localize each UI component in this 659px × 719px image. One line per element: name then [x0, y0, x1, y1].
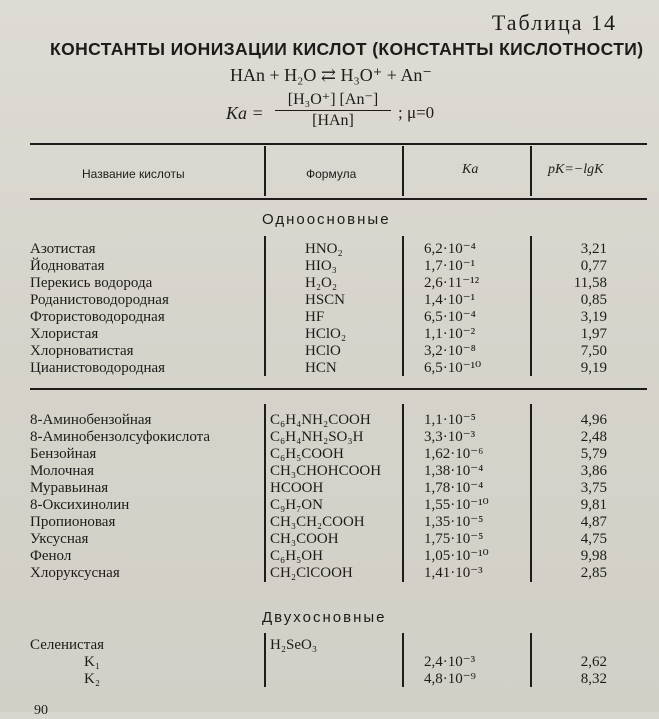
acid-name: Хлоруксусная: [30, 565, 120, 581]
table-row: [0, 275, 659, 291]
table-row: [0, 637, 659, 653]
table-row: [0, 548, 659, 564]
acid-pk: 9,98: [580, 548, 607, 564]
acid-ka: 3,2·10⁻⁸: [424, 343, 476, 359]
acid-name: Бензойная: [30, 446, 97, 462]
acid-ka: 1,78·10⁻⁴: [424, 480, 484, 496]
acid-name: Йодноватая: [30, 258, 105, 274]
acid-name: Селенистая: [30, 637, 104, 653]
table-row: [0, 565, 659, 581]
table-title: КОНСТАНТЫ ИОНИЗАЦИИ КИСЛОТ (КОНСТАНТЫ КИСЛОТНОСТИ): [50, 39, 644, 59]
acid-formula: C₆H₄NH₂SO₃H: [270, 429, 364, 445]
acid-pk: 4,96: [580, 412, 607, 428]
acid-ka: 2,4·10⁻³: [424, 654, 476, 670]
acid-name: Цианистоводородная: [30, 360, 166, 376]
header-bottom-rule: [30, 198, 647, 200]
acid-pk: 9,19: [580, 360, 607, 376]
acid-pk: 0,77: [580, 258, 607, 274]
acid-ka: 1,1·10⁻²: [424, 326, 476, 342]
acid-pk: 2,48: [580, 429, 607, 445]
acid-formula: HNO₂: [305, 241, 343, 257]
table-row: [0, 480, 659, 496]
table-row: [0, 446, 659, 462]
header-ka: Ka: [462, 162, 479, 177]
acid-formula: C₉H₇ON: [270, 497, 323, 513]
table-row: [0, 654, 659, 670]
acid-pk: 3,75: [580, 480, 607, 496]
table-row: [0, 671, 659, 687]
acid-pk: 5,79: [580, 446, 607, 462]
header-col-divider-1: [264, 146, 266, 196]
acid-formula: C₆H₅OH: [270, 548, 323, 564]
table-row: [0, 343, 659, 359]
acid-ka: 1,05·10⁻¹⁰: [424, 548, 489, 564]
acid-pk: 0,85: [580, 292, 607, 308]
acid-ka: 1,55·10⁻¹⁰: [424, 497, 489, 513]
acid-formula: HCOOH: [270, 480, 324, 496]
acid-name: Азотистая: [30, 241, 96, 257]
acid-ka: 1,62·10⁻⁶: [424, 446, 484, 462]
table-number: Таблица 14: [491, 10, 617, 35]
acid-pk: 3,19: [580, 309, 607, 325]
section-divider-rule: [30, 388, 647, 390]
acid-ka: 1,41·10⁻³: [424, 565, 483, 581]
acid-ka: 1,7·10⁻¹: [424, 258, 476, 274]
acid-pk: 4,75: [580, 531, 607, 547]
acid-name: Муравьиная: [30, 480, 109, 496]
table-row: [0, 309, 659, 325]
acid-ka: 1,35·10⁻⁵: [424, 514, 484, 530]
acid-name: Хлористая: [30, 326, 99, 342]
acid-pk: 3,86: [580, 463, 607, 479]
acid-ka: 1,1·10⁻⁵: [424, 412, 476, 428]
acid-name: Перекись водорода: [30, 275, 153, 291]
acid-name: Фтористоводородная: [30, 309, 165, 325]
constant-label: K₂: [84, 671, 101, 687]
acid-pk: 7,50: [580, 343, 607, 359]
header-pk: pK=−lgK: [548, 162, 604, 177]
ka-numerator: [H₃O⁺] [An⁻]: [275, 89, 391, 111]
acid-ka: 1,38·10⁻⁴: [424, 463, 484, 479]
table-row: [0, 326, 659, 342]
table-row: [0, 514, 659, 530]
acid-ka: 1,4·10⁻¹: [424, 292, 476, 308]
acid-formula: HClO: [305, 343, 341, 359]
ka-fraction: [275, 89, 391, 130]
table-row: [0, 429, 659, 445]
table-row: [0, 241, 659, 257]
acid-ka: 4,8·10⁻⁹: [424, 671, 476, 687]
acid-ka: 6,5·10⁻¹⁰: [424, 360, 482, 376]
acid-ka: 6,5·10⁻⁴: [424, 309, 476, 325]
acid-name: 8-Аминобензойная: [30, 412, 152, 428]
acid-formula: CH₂ClCOOH: [270, 565, 353, 581]
acid-formula: H₂O₂: [305, 275, 338, 291]
acid-name: Молочная: [30, 463, 94, 479]
acid-pk: 11,58: [573, 275, 607, 291]
table-row: [0, 531, 659, 547]
acid-ka: 1,75·10⁻⁵: [424, 531, 484, 547]
acid-name: 8-Оксихинолин: [30, 497, 130, 513]
header-col-divider-3: [530, 146, 532, 196]
header-col-divider-2: [402, 146, 404, 196]
section-monobasic: Одноосновные: [262, 211, 391, 228]
acid-formula: CH₃COOH: [270, 531, 339, 547]
acid-name: Пропионовая: [30, 514, 116, 530]
acid-pk: 2,62: [580, 654, 607, 670]
acid-formula: HClO₂: [305, 326, 347, 342]
acid-formula: HCN: [305, 360, 337, 376]
acid-pk: 1,97: [580, 326, 607, 342]
acid-formula: HF: [305, 309, 325, 325]
header-formula: Формула: [306, 167, 357, 181]
acid-pk: 9,81: [580, 497, 607, 513]
table-top-rule: [30, 143, 647, 145]
ionization-equation: HAn + H₂O ⇄ H₃O⁺ + An⁻: [230, 65, 432, 85]
acid-name: 8-Аминобензолсуфокислота: [30, 429, 211, 445]
acid-name: Фенол: [30, 548, 72, 564]
table-row: [0, 292, 659, 308]
acid-pk: 8,32: [580, 671, 607, 687]
acid-ka: 2,6·11⁻¹²: [424, 275, 480, 291]
table-row: [0, 463, 659, 479]
acid-pk: 4,87: [580, 514, 607, 530]
acid-formula: H₂SeO₃: [270, 637, 318, 653]
table-row: [0, 412, 659, 428]
ka-label: Ka =: [226, 103, 264, 123]
acid-formula: CH₃CHOHCOOH: [270, 463, 382, 479]
acid-formula: C₆H₅COOH: [270, 446, 344, 462]
page-number: 90: [34, 703, 48, 718]
acid-pk: 3,21: [580, 241, 607, 257]
acid-ka: 6,2·10⁻⁴: [424, 241, 476, 257]
acid-name: Хлорноватистая: [30, 343, 134, 359]
constant-label: K₁: [84, 654, 101, 670]
ka-condition: ; μ=0: [398, 103, 435, 122]
table-row: [0, 360, 659, 376]
acid-formula: CH₃CH₂COOH: [270, 514, 365, 530]
acid-ka: 3,3·10⁻³: [424, 429, 476, 445]
acid-formula: HSCN: [305, 292, 346, 308]
acid-name: Уксусная: [30, 531, 89, 547]
header-name: Название кислоты: [82, 167, 185, 181]
acid-name: Роданистоводородная: [30, 292, 169, 308]
acid-formula: HIO₃: [305, 258, 337, 274]
section-dibasic: Двухосновные: [262, 609, 387, 626]
table-row: [0, 497, 659, 513]
acid-pk: 2,85: [580, 565, 607, 581]
ka-denominator: [HAn]: [312, 112, 354, 129]
table-row: [0, 258, 659, 274]
acid-formula: C₆H₄NH₂COOH: [270, 412, 371, 428]
